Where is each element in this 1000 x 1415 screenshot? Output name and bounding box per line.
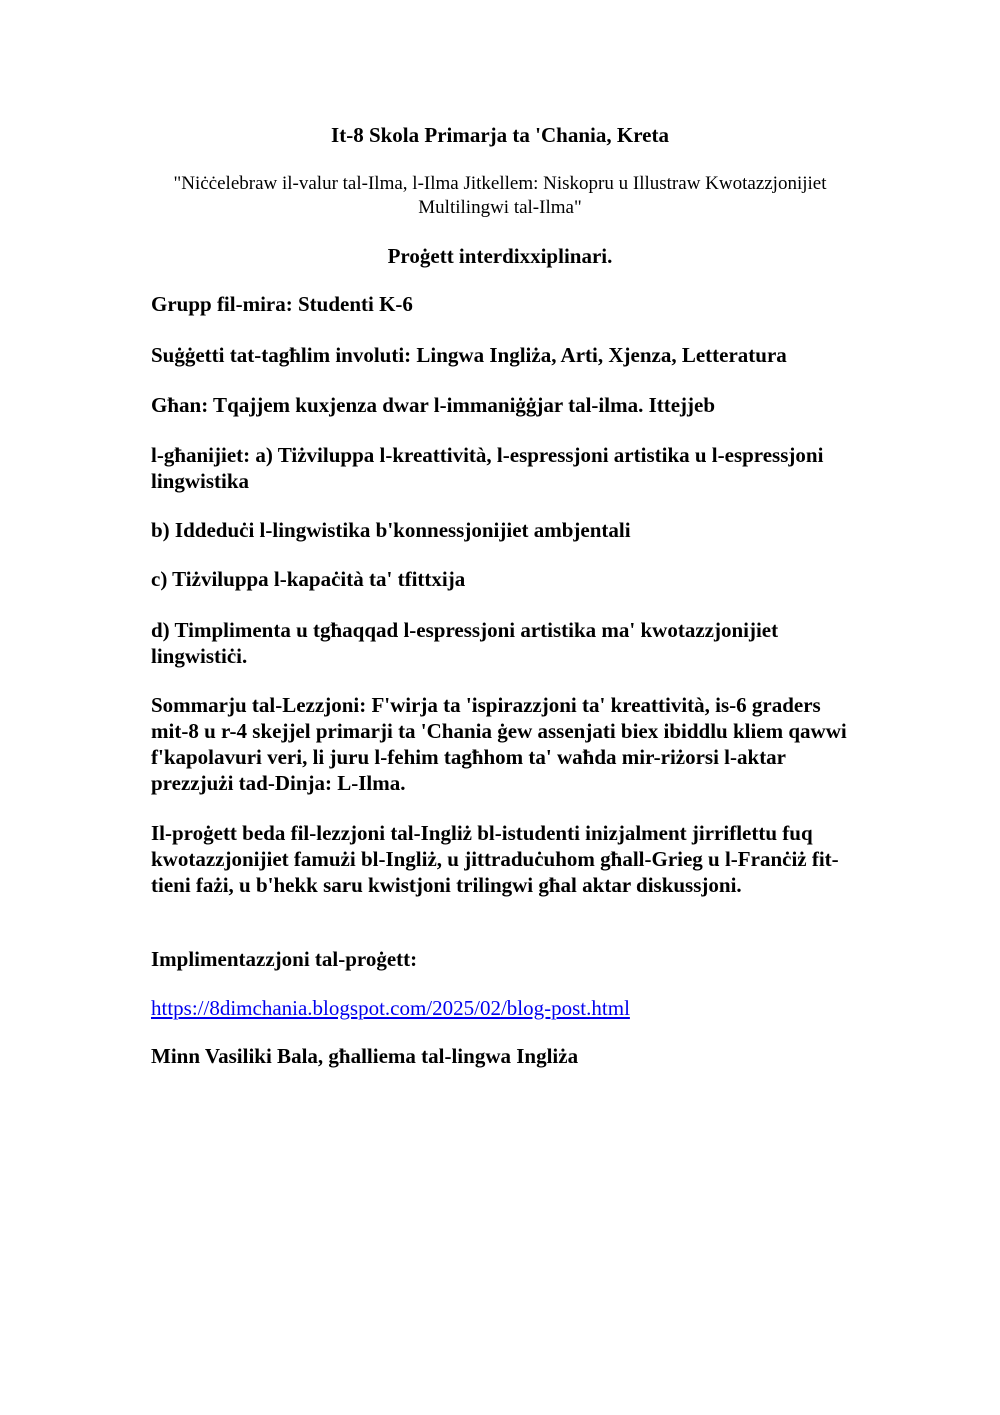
document-title: It-8 Skola Primarja ta 'Chania, Kreta xyxy=(331,123,669,147)
implementation-link[interactable]: https://8dimchania.blogspot.com/2025/02/blog-post.html xyxy=(151,996,630,1020)
document-subtitle: "Niċċelebraw il-valur tal-Ilma, l-Ilma Jitkellem: Niskopru u Illustraw Kwotazzjonijiet Multilingwi tal-Ilma" xyxy=(173,173,827,218)
target-group: Grupp fil-mira: Studenti K-6 xyxy=(151,292,413,316)
objective-c: c) Tiżviluppa l-kapaċità ta' tfittxija xyxy=(151,567,466,591)
objective-b: b) Iddeduċi l-lingwistika b'konnessjonijiet ambjentali xyxy=(151,518,631,542)
aim: Għan: Tqajjem kuxjenza dwar l-immaniġġjar tal-ilma. Ittejjeb xyxy=(151,393,716,417)
subjects: Suġġetti tat-tagħlim involuti: Lingwa Ingliża, Arti, Xjenza, Letteratura xyxy=(151,343,787,367)
lesson-summary: Sommarju tal-Lezzjoni: F'wirja ta 'ispirazzjoni ta' kreattività, is-6 graders mit-8 u r-4 skejjel primarji ta 'Chania ġew assenjati biex ibiddlu kliem qawwi f'kapolavuri veri, li juru l-fehim tagħhom ta' waħda mir-riżorsi l-aktar prezzjużi tad-Dinja: L-Ilma. xyxy=(151,693,847,795)
objective-d: d) Timplimenta u tgħaqqad l-espressjoni artistika ma' kwotazzjonijiet lingwistiċi. xyxy=(151,618,779,668)
implementation-label: Implimentazzjoni tal-proġett: xyxy=(151,947,418,971)
author-credit: Minn Vasiliki Bala, għalliema tal-lingwa Ingliża xyxy=(151,1044,579,1068)
project-type-heading: Proġett interdixxiplinari. xyxy=(387,244,613,268)
project-description: Il-proġett beda fil-lezzjoni tal-Ingliż bl-istudenti inizjalment jirriflettu fuq kwotazzjonijiet famużi bl-Ingliż, u jittraduċuhom għall-Grieg u l-Franċiż fit-tieni fażi, u b'hekk saru kwistjoni trilingwi għal aktar diskussjoni. xyxy=(151,821,839,897)
objective-a: l-għanijiet: a) Tiżviluppa l-kreattività, l-espressjoni artistika u l-espressjoni lingwistika xyxy=(151,443,824,493)
